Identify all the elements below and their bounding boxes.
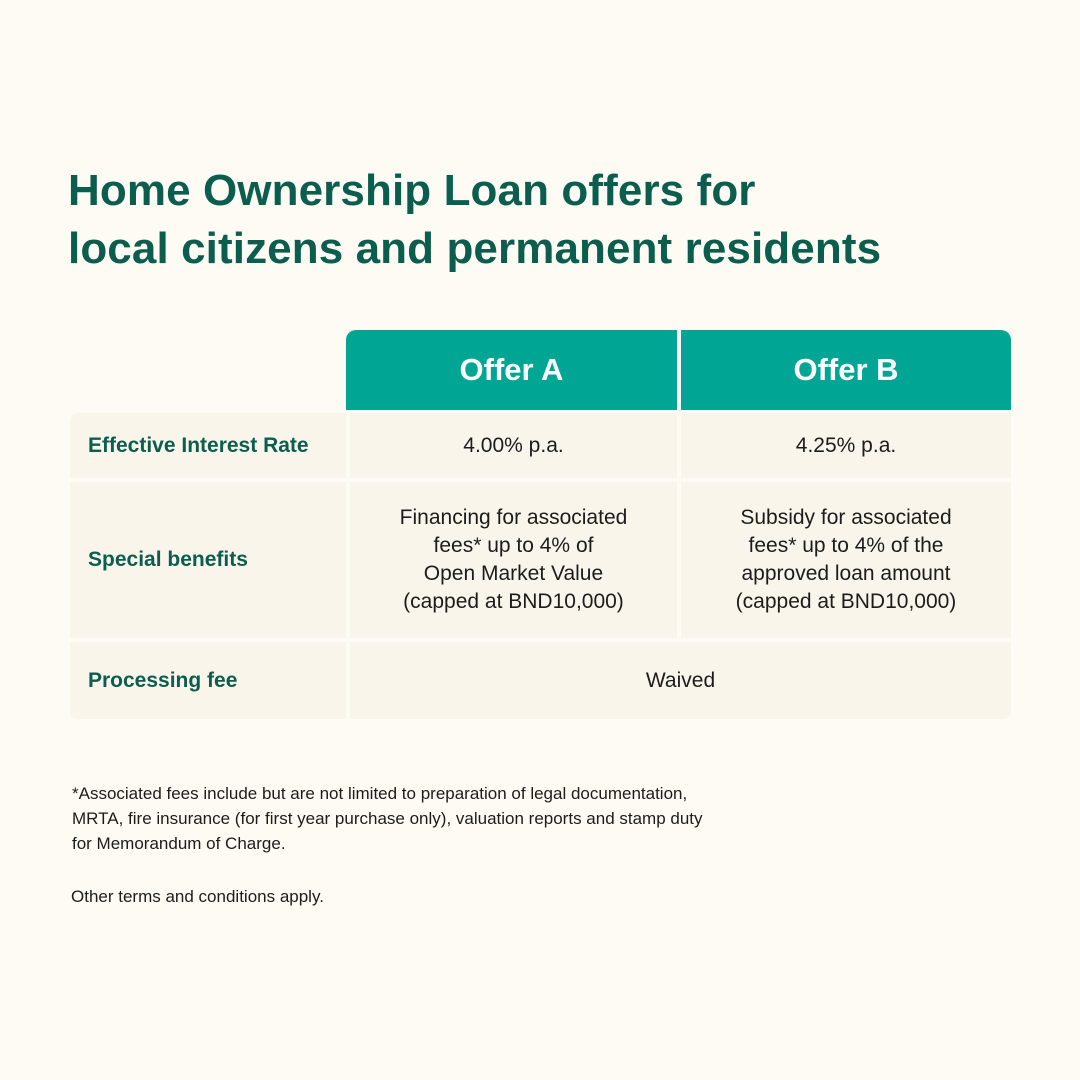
offer-a-benefit-line: Open Market Value — [423, 562, 604, 585]
special-benefits-label: Special benefits — [70, 482, 346, 638]
offer-a-special-benefits — [350, 482, 677, 638]
offer-a-benefit-line: (capped at BND10,000) — [403, 590, 624, 613]
processing-fee-label: Processing fee — [70, 642, 346, 719]
offer-b-benefit-line: (capped at BND10,000) — [735, 590, 957, 613]
footnote-line: for Memorandum of Charge. — [72, 834, 286, 853]
processing-fee-value: Waived — [350, 642, 1011, 719]
offer-a-header: Offer A — [346, 330, 677, 410]
page-title — [68, 162, 1028, 278]
interest-rate-label: Effective Interest Rate — [70, 413, 346, 478]
offer-b-benefit-line: approved loan amount — [741, 562, 951, 585]
offer-a-benefit-line: Financing for associated — [399, 506, 628, 529]
footnote — [72, 781, 892, 856]
offer-a-benefit-line: fees* up to 4% of — [433, 534, 594, 557]
offer-b-header: Offer B — [681, 330, 1011, 410]
footnote-line: MRTA, fire insurance (for first year purchase only), valuation reports and stamp duty — [72, 809, 703, 828]
offer-b-benefit-line: Subsidy for associated — [740, 506, 952, 529]
offer-b-benefit-line: fees* up to 4% of the — [748, 534, 944, 557]
title-line-1: Home Ownership Loan offers for — [68, 166, 756, 215]
offer-b-interest-rate: 4.25% p.a. — [681, 413, 1011, 478]
terms-note: Other terms and conditions apply. — [71, 887, 324, 906]
offer-a-interest-rate: 4.00% p.a. — [350, 413, 677, 478]
title-line-2: local citizens and permanent residents — [68, 224, 882, 273]
offer-b-special-benefits — [681, 482, 1011, 638]
footnote-line: *Associated fees include but are not limited to preparation of legal documentation, — [72, 784, 688, 803]
